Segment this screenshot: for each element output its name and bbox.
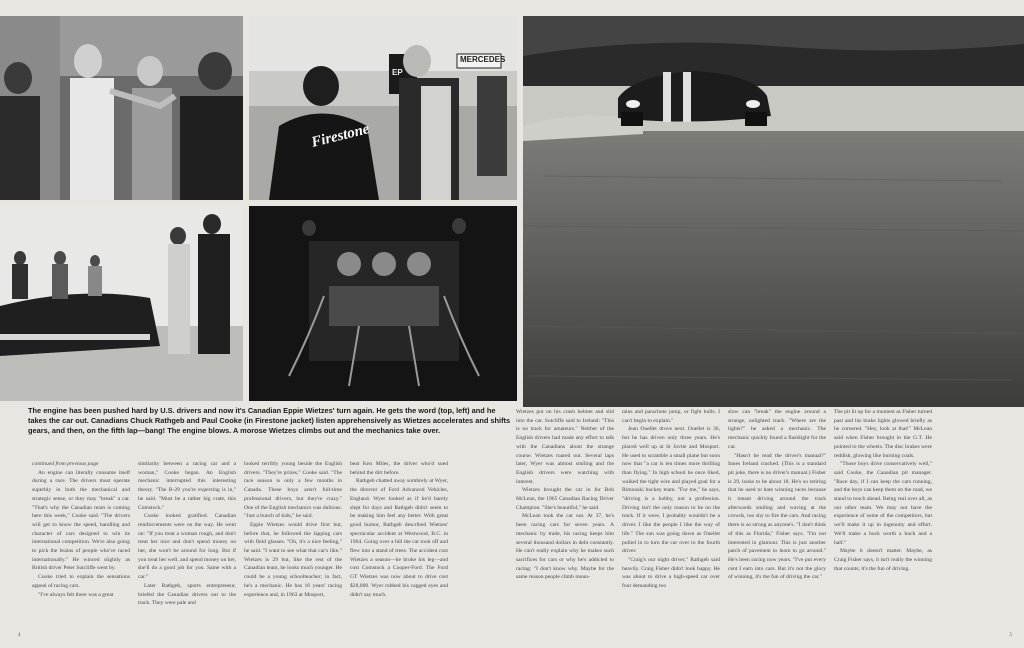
text-column-6 [622,408,720,591]
text-column-1 [32,460,130,599]
photo-top-right-image [523,16,1024,407]
paragraph: Later Rathgeb, sports entrepreneur, briefed the Canadian drivers out to the track. They were pale and [138,582,236,607]
text-column-8 [834,408,932,573]
page-number-right: 5 [1009,633,1012,638]
photo-caption: The engine has been pushed hard by U.S. drivers and now it's Canadian Eppie Wietzes' turn again. He gets the word (top, left) and he takes the car out. Canadians Chuck Rathgeb and Paul Cooke (in Firestone jacket) listen apprehensively as Wietzes accelerates and shifts gears, and then, on the fifth lap—bang! The engine blows. A morose Wietzes climbs out and the mechanics take over. [28,406,511,436]
mercedes-sign-text: MERCEDES [460,55,506,64]
text-column-4 [350,460,448,599]
photo-bottom-middle-image [249,206,517,401]
photo-top-right [523,16,1024,407]
paragraph: similarity between a racing car and a woman," Cooke began. An English mechanic interrupted this interesting theory. "The B-29 you're expecting is in," he said. "Must be a rather big crate, this Comstock." [138,461,236,511]
paragraph: McLean took the car out. At 37, he's been racing cars for seven years. A mechanic by trade, his racing keeps him several thousand dollars in debt constantly. He can't really explain why he makes such sacrifices for cars or why he's addicted to racing: "I don't know why. Maybe for the same reason people climb moun- [516,513,614,581]
paragraph: beat Ken Miles, the driver who'd sued behind the dirt before. [350,461,448,476]
photo-bottom-left [0,206,243,401]
firestone-jacket-text: Firestone [309,121,372,151]
photo-top-left-image [0,16,243,200]
paragraph: "Craig's our night driver," Rathgeb said heavily. Craig Fisher didn't look happy. He was about to drive a high-speed car over four demanding too [622,556,720,590]
paragraph: Cooke tried to explain the sensations appeal of racing cars. [32,574,130,589]
text-column-2 [138,460,236,608]
page-number-left: 4 [18,633,21,638]
text-column-5 [516,408,614,582]
paragraph: An engine can literally consume itself during a race. The drivers must operate superbly in both the mechanical and strategic sense, or they may "break" a car. "That's why the Canadian team is coming here this week," Cooke said. "The drivers will get to know the speed, handling and character of cars designed to win its international competition. We're also going to pick the brains of people who've raced internationally." He winced slightly as British driver Peter Sutcliffe went by. [32,469,130,572]
paragraph: "I've always felt there was a great [38,591,114,598]
paragraph: Eppie Wietzes would drive first but, before that, he followed the lapping cars with field glasses. "Oh, it's a nice feeling," he said. "I want to see what that car's like." Wietzes is 29 but, like the rest of the Canadian team, he looks much younger. He could be a young schoolteacher; in fact, he's a mechanic. He has 16 years' racing experience and, in 1963 at Mosport, [244,521,342,598]
paragraph: tains and parachute jump, or fight bulls. I can't begin to explain." [622,409,720,424]
photo-top-middle-image [249,16,517,200]
paragraph: The pit lit up for a moment as Fisher turned past and his brake lights glowed briefly as he cornered. "Hey, look at that!" McLean said when Fisher brought in the G.T. He pointed to the wheels. The disc brakes were reddish, glowing like burning coals. [834,409,932,459]
text-column-3 [244,460,342,599]
paragraph: "Hasn't he read the driver's manual?" Innes Ireland cracked. (This is a standard pit joke, there is no driver's manual.) Fisher is 29, looks to be about 18. He's so retiring that he used to hate winning races because it meant driving around the track afterwards smiling and waving at the crowds, too shy to fire the cars. And racing there is so strong as anyone's. "I don't think of this as Florida," Fisher says. "I'm not interested in glamour. This is just another patch of pavement to learn to go around." He's been racing now years. "I've put every cent I earn into cars. But it's not the glory of winning, it's the fun of driving the car." [728,452,826,581]
photo-top-left [0,16,243,200]
paragraph: Cooke looked gratified. Canadian reinforcements were on the way. He went on: "If you treat a woman rough, and don't treat her nice and don't spend money on her, she won't be around for long. But if you treat her well, and spend money on her, she'll do a good job for you. Same with a car." [138,513,236,581]
paragraph: continued from previous page [32,461,99,467]
paragraph: Jean Ouellet drove next. Ouellet is 36, but he has driven only three years. He's placed well up at St Jovite and Mosport. He used to scramble a small plane but soon now that "a car is ten times more thrilling than flying." In high school he once liked, walked the tight wire and played goal for a Rimouski hockey team. "For me," he says, "driving is a hobby, not a profession. Driving isn't the only reason to be on the track. If it were, I probably wouldn't be a driver. I like the people I like the way of life." The sun was going down as Ouellet pulled in to turn the car over to the fourth driver. [622,426,720,555]
paragraph: Wietzes brought the car in for Bob McLean, the 1965 Canadian Racing Driver Champion. "She's beautiful," he said. [516,487,614,511]
paragraph: slow can "break" the engine around a strange, unlighted track. "Where are the lights?" he asked a mechanic. The mechanic quickly found a flashlight for the car. [728,409,826,450]
photo-bottom-middle [249,206,517,401]
photo-bottom-left-image [0,206,243,401]
paragraph: Maybe it doesn't matter. Maybe, as Craig Fisher says, it isn't really the winning that counts; it's the fun of driving. [834,548,932,572]
paragraph: looked terribly young beside the English drivers. "They're prizes," Cooke said. "The race season is only a few months in Canada. These boys aren't full-time professional drivers, but they're crazy." One of the English mechanics was dubious. "Just a bunch of kids," he said. [244,461,342,520]
ep-sign-text: EP [392,68,403,77]
paragraph: "Those boys drive conservatively well," said Cooke, the Canadian pit manager. "Race day, if I can keep the cars running, and the boys can keep them on the road, we stand to touch ahead. Being real over all, as our other team. We may not have the experience of some of the competitors, but we'll make it up in ingenuity and effort. We'll make a buck worth a buck and a half." [834,461,932,546]
text-column-7 [728,408,826,582]
paragraph: Wietzes put on his crash helmet and slid into the car. Sutcliffe said to Ireland: "This is no track for amateurs." Neither of the English drivers had made any effort to talk with the Canadians about the strange course. Wietzes roared out. Several laps later, Wyer was almost smiling and the English drivers were watching with interest. [516,409,614,485]
photo-top-middle [249,16,517,200]
paragraph: Rathgeb chatted away sombrely at Wyer, the director of Ford Advanced Vehicles, England. Wyer looked as if he'd barely slept for days and Rathgeb didn't seem to be making him feel any better. With great good humor, Rathgeb described Wietzes' spectacular accident at Westwood, B.C. in 1964. Going over a hill the car took off and flew into a stand of trees. The accident cost Wietzes a season—he broke his leg—and cost Comstock a Cooper-Ford. The Ford GT Wietzes was now about to drive cost $28,000. Wyer rubbed his cagged eyes and didn't say much. [350,478,448,598]
